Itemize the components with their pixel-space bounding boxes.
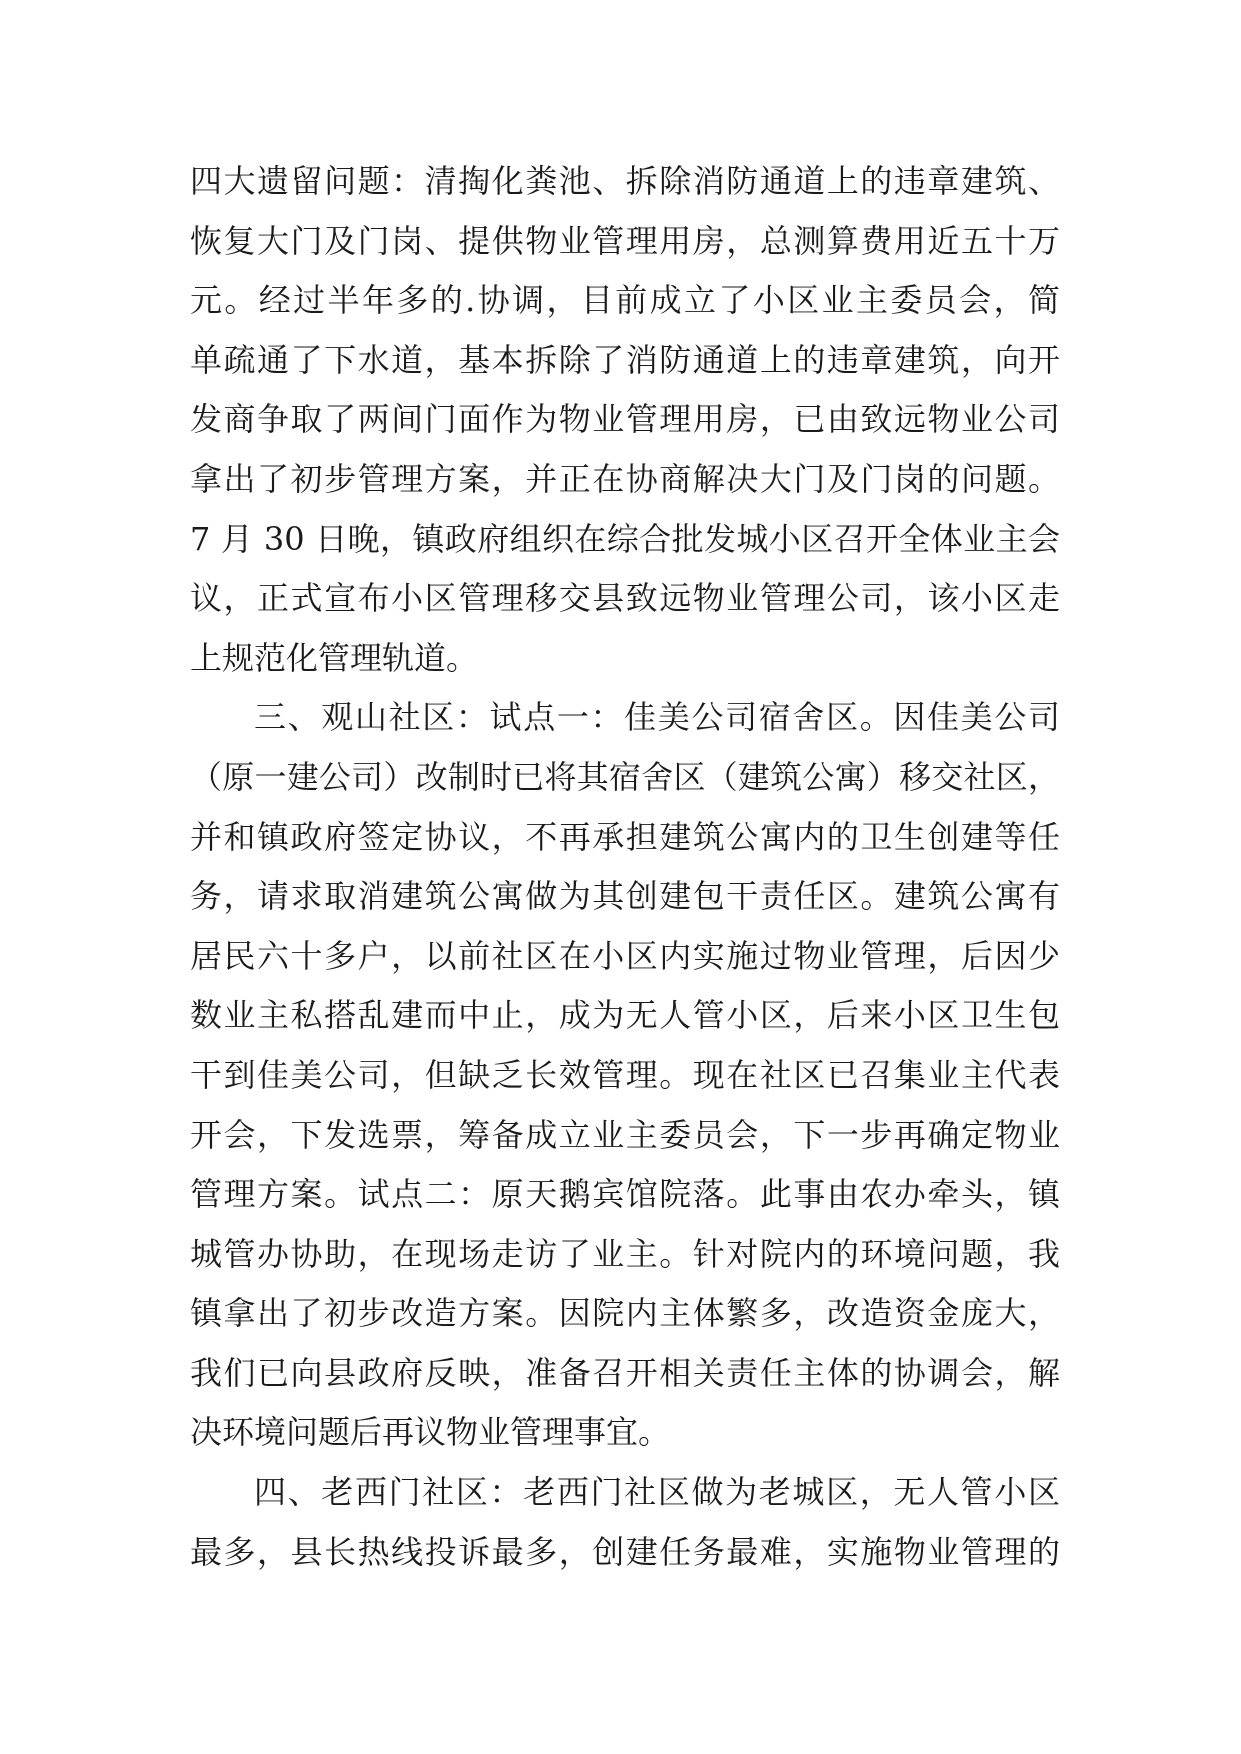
text-line: 数业主私搭乱建而中止，成为无人管小区，后来小区卫生包 <box>190 996 1060 1035</box>
text-line: （原一建公司）改制时已将其宿舍区（建筑公寓）移交社区， <box>190 757 1060 796</box>
text-line: 居民六十多户，以前社区在小区内实施过物业管理，后因少 <box>190 936 1060 975</box>
text-line: 决环境问题后再议物业管理事宜。 <box>190 1413 671 1452</box>
text-line: 开会，下发选票，筹备成立业主委员会，下一步再确定物业 <box>190 1115 1060 1154</box>
text-line: 我们已向县政府反映，准备召开相关责任主体的协调会，解 <box>190 1353 1060 1392</box>
paragraph-start-line: 四、老西门社区：老西门社区做为老城区，无人管小区 <box>254 1473 1060 1512</box>
text-line: 管理方案。试点二：原天鹅宾馆院落。此事由农办牵头，镇 <box>190 1175 1060 1214</box>
text-line: 务，请求取消建筑公寓做为其创建包干责任区。建筑公寓有 <box>190 877 1060 916</box>
text-line: 单疏通了下水道，基本拆除了消防通道上的违章建筑，向开 <box>190 340 1060 379</box>
text-line: 四大遗留问题：清掏化粪池、拆除消防通道上的违章建筑、 <box>190 162 1060 200</box>
text-line: 元。经过半年多的.协调，目前成立了小区业主委员会，简 <box>190 281 1060 320</box>
text-line: 拿出了初步管理方案，并正在协商解决大门及门岗的问题。 <box>190 459 1060 498</box>
text-line: 议，正式宣布小区管理移交县致远物业管理公司，该小区走 <box>190 579 1060 618</box>
text-line: 城管办协助，在现场走访了业主。针对院内的环境问题，我 <box>190 1234 1060 1273</box>
text-line: 干到佳美公司，但缺乏长效管理。现在社区已召集业主代表 <box>190 1055 1060 1094</box>
text-line: 7 月 30 日晚，镇政府组织在综合批发城小区召开全体业主会 <box>190 519 1060 558</box>
text-line: 发商争取了两间门面作为物业管理用房，已由致远物业公司 <box>190 400 1060 439</box>
paragraph-start-line: 三、观山社区：试点一：佳美公司宿舍区。因佳美公司 <box>254 698 1060 737</box>
text-line: 恢复大门及门岗、提供物业管理用房，总测算费用近五十万 <box>190 221 1060 260</box>
text-line: 上规范化管理轨道。 <box>190 638 479 677</box>
text-line: 镇拿出了初步改造方案。因院内主体繁多，改造资金庞大， <box>190 1294 1060 1333</box>
text-line: 并和镇政府签定协议，不再承担建筑公寓内的卫生创建等任 <box>190 817 1060 856</box>
text-line: 最多，县长热线投诉最多，创建任务最难，实施物业管理的 <box>190 1532 1060 1571</box>
body-text <box>190 152 1060 1582</box>
